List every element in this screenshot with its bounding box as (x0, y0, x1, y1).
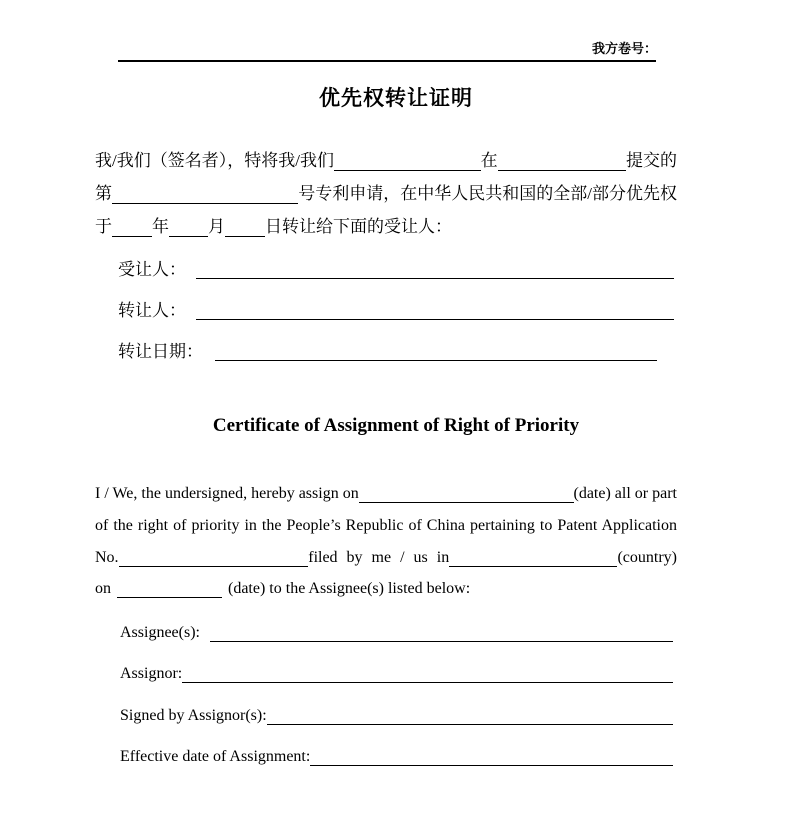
en-line1-text-2: (date) all or part (573, 485, 677, 502)
en-paragraph-line-3 (95, 549, 677, 567)
cn-country-blank-line (498, 151, 626, 171)
en-filing-date-blank-line (117, 580, 222, 598)
cn-assignee-label: 受让人： (118, 260, 186, 279)
cn-assignee-blank-line (196, 261, 674, 279)
file-ref-label: 我方卷号： (591, 41, 657, 56)
en-country-blank-line (449, 549, 617, 567)
cn-assignment-date-row (118, 343, 657, 361)
cn-line2-text-2: 号专利申请，在中华人民共和国的全部/部分优先权 (298, 184, 677, 203)
cn-line1-text-2: 在 (480, 151, 498, 170)
en-effective-date-label: Effective date of Assignment: (120, 748, 311, 765)
en-signed-by-assignor-label: Signed by Assignor(s): (120, 707, 267, 724)
cn-assignee-row (118, 261, 674, 279)
cn-line1-text-3: 提交的 (626, 151, 677, 170)
en-paragraph-line-4 (95, 580, 677, 598)
page-title-en: Certificate of Assignment of Right of Priority (212, 415, 580, 436)
en-paragraph-line-2: of the right of priority in the People’s Republic of China pertaining to Patent Application (95, 517, 677, 534)
en-line3-text-2: filed by me / us in (308, 549, 450, 566)
cn-paragraph-line-3 (95, 217, 677, 237)
en-line4-text-2: (date) to the Assignee(s) listed below: (228, 580, 471, 597)
en-assignees-row (120, 624, 673, 642)
cn-assignment-date-label: 转让日期： (118, 342, 203, 361)
cn-assignor-row (118, 302, 674, 320)
en-application-number-blank-line (119, 549, 309, 567)
cn-month-blank-line (169, 217, 208, 237)
cn-line3-text-4: 日转让给下面的受让人： (265, 217, 452, 236)
page-title-cn: 优先权转让证明 (319, 86, 473, 110)
cn-assignment-date-blank-line (215, 343, 657, 361)
cn-line1-text-1: 我/我们（签名者），特将我/我们 (95, 151, 334, 170)
cn-line3-text-2: 年 (152, 217, 169, 236)
cn-application-number-blank-line (112, 184, 298, 204)
en-assignees-blank-line (210, 624, 673, 642)
cn-applicant-blank-line (334, 151, 481, 171)
en-line3-text-1: No. (95, 549, 119, 566)
en-signed-by-assignor-blank-line (267, 707, 673, 725)
en-line3-text-3: (country) (617, 549, 677, 566)
en-effective-date-row (120, 748, 673, 766)
en-assignees-label: Assignee(s): (120, 624, 200, 641)
cn-assignor-blank-line (196, 302, 674, 320)
header-rule (118, 60, 656, 62)
cn-line2-text-1: 第 (95, 184, 112, 203)
cn-paragraph-line-1 (95, 151, 677, 171)
en-paragraph-line-1 (95, 485, 677, 503)
cn-paragraph-line-2 (95, 184, 677, 204)
en-assignor-label: Assignor: (120, 665, 183, 682)
en-assignor-row (120, 665, 673, 683)
cn-year-blank-line (112, 217, 152, 237)
cn-line3-text-3: 月 (208, 217, 225, 236)
cn-day-blank-line (225, 217, 265, 237)
en-assignor-blank-line (182, 665, 673, 683)
cn-assignor-label: 转让人： (118, 301, 186, 320)
en-assign-date-blank-line (359, 485, 574, 503)
en-effective-date-blank-line (310, 748, 673, 766)
cn-line3-text-1: 于 (95, 217, 112, 236)
en-line4-text-1: on (95, 580, 111, 597)
en-signed-by-assignor-row (120, 707, 673, 725)
en-line1-text-1: I / We, the undersigned, hereby assign on (95, 485, 359, 502)
